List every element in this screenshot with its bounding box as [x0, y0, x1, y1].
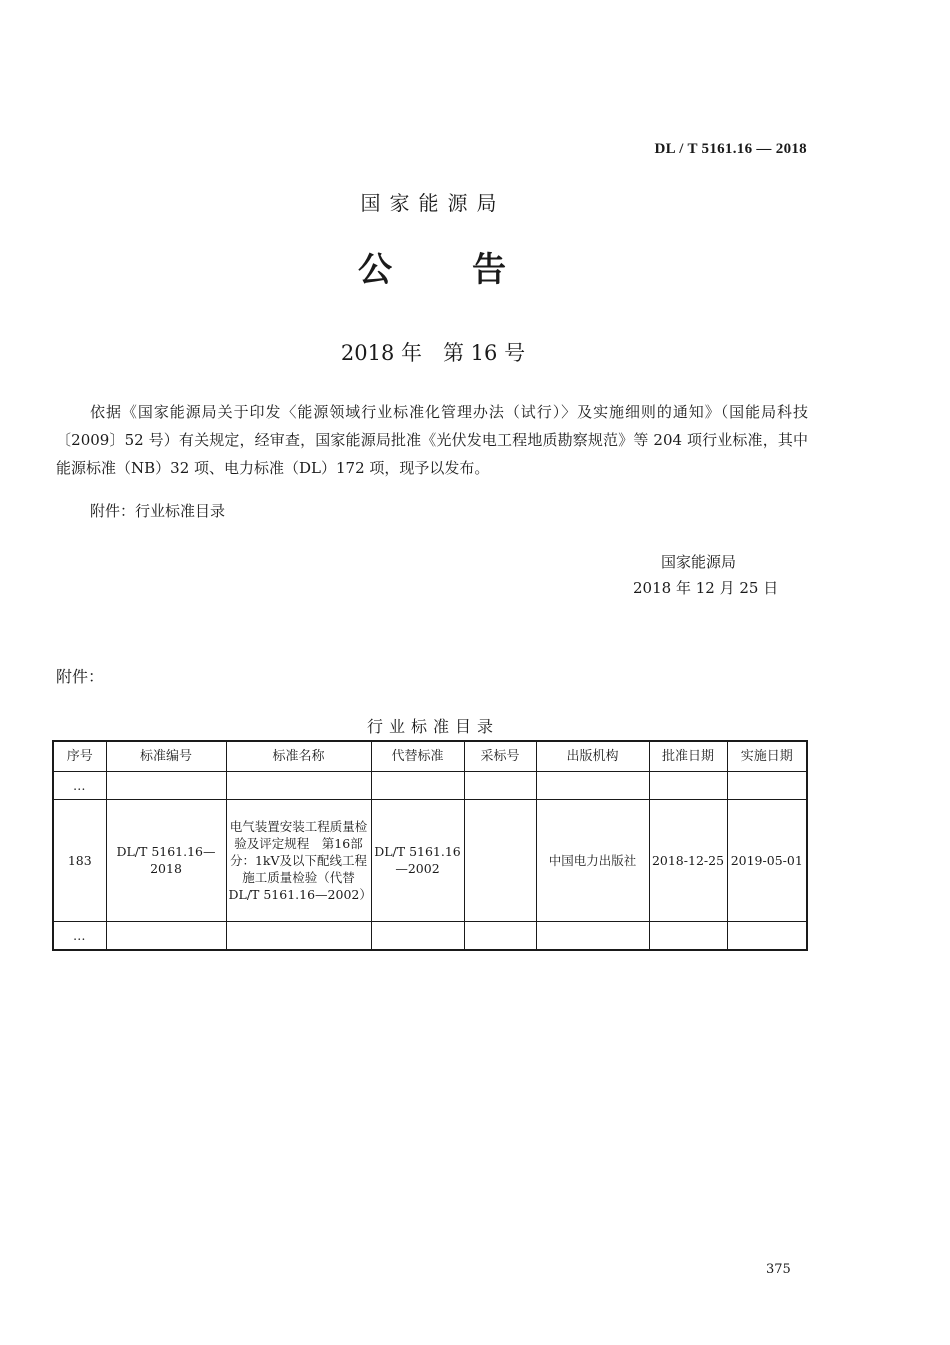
- notice-body: 依据《国家能源局关于印发〈能源领域行业标准化管理办法（试行）〉及实施细则的通知》（国能局科技〔2009〕52 号）有关规定，经审查，国家能源局批准《光伏发电工程地质勘察规范》等 204 项行业标准，其中能源标准（NB）32 项、电力标准（DL）172 项，现予以发布。: [56, 403, 808, 477]
- notice-title-char-2: 告: [472, 250, 508, 290]
- cell-approved: [649, 772, 727, 800]
- notice-title: [0, 242, 866, 291]
- column-header: 代替标准: [371, 741, 464, 772]
- column-header: 标准名称: [226, 741, 371, 772]
- table-row: [53, 800, 807, 921]
- cell-seq: …: [53, 772, 106, 800]
- cell-code: [106, 772, 226, 800]
- issue-number: 2018 年 第 16 号: [340, 341, 526, 365]
- table-title: 行业标准目录: [366, 717, 499, 736]
- table-row: [53, 772, 807, 800]
- column-header: 标准编号: [106, 741, 226, 772]
- cell-name: [226, 772, 371, 800]
- column-header: 序号: [53, 741, 106, 772]
- cell-seq: 183: [53, 800, 106, 921]
- cell-name: [226, 921, 371, 950]
- cell-effective: [727, 921, 807, 950]
- column-header: 出版机构: [536, 741, 649, 772]
- cell-adopted: [464, 772, 536, 800]
- signature-agency: 国家能源局: [661, 553, 737, 571]
- cell-effective: [727, 772, 807, 800]
- table-row: [53, 921, 807, 950]
- cell-adopted: [464, 921, 536, 950]
- cell-replaces: DL/T 5161.16—2002: [371, 800, 464, 921]
- cell-replaces: [371, 772, 464, 800]
- cell-adopted: [464, 800, 536, 921]
- column-header: 采标号: [464, 741, 536, 772]
- agency-heading: 国家能源局: [360, 191, 506, 215]
- standards-table: [52, 740, 808, 951]
- cell-name: 电气装置安装工程质量检验及评定规程 第16部分：1kV及以下配线工程施工质量检验（代替DL/T 5161.16—2002）: [226, 800, 371, 921]
- cell-approved: [649, 921, 727, 950]
- table-header-row: [53, 741, 807, 772]
- cell-publisher: [536, 772, 649, 800]
- signature-date: 2018 年 12 月 25 日: [633, 579, 779, 597]
- cell-approved: 2018-12-25: [649, 800, 727, 921]
- cell-code: DL/T 5161.16—2018: [106, 800, 226, 921]
- notice-title-char-1: 公: [358, 250, 394, 290]
- column-header: 批准日期: [649, 741, 727, 772]
- cell-seq: …: [53, 921, 106, 950]
- cell-code: [106, 921, 226, 950]
- standard-code: DL / T 5161.16 — 2018: [654, 141, 807, 157]
- cell-publisher: [536, 921, 649, 950]
- cell-publisher: 中国电力出版社: [536, 800, 649, 921]
- attachment-label: 附件：: [56, 667, 105, 686]
- attachment-reference: 附件：行业标准目录: [90, 502, 226, 520]
- cell-replaces: [371, 921, 464, 950]
- cell-effective: 2019-05-01: [727, 800, 807, 921]
- page-number: 375: [766, 1262, 791, 1277]
- column-header: 实施日期: [727, 741, 807, 772]
